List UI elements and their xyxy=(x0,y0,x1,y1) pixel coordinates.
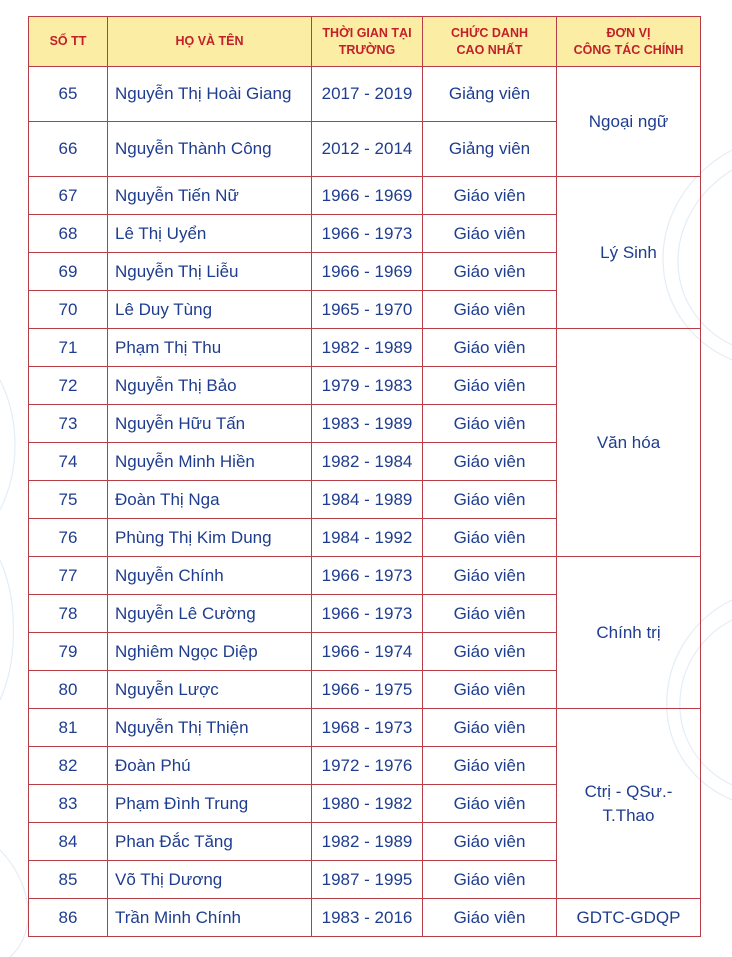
header-time xyxy=(312,17,423,67)
cell-time: 1982 - 1989 xyxy=(312,329,423,367)
cell-name: Nguyễn Tiến Nữ xyxy=(108,177,312,215)
header-title xyxy=(423,17,557,67)
header-name xyxy=(108,17,312,67)
cell-name: Nguyễn Thị Hoài Giang xyxy=(108,67,312,122)
cell-stt: 77 xyxy=(29,557,108,595)
cell-unit: Chính trị xyxy=(557,557,701,709)
cell-stt: 75 xyxy=(29,481,108,519)
header-title-line1: CHỨC DANH xyxy=(450,25,529,40)
cell-time: 1983 - 1989 xyxy=(312,405,423,443)
cell-stt: 76 xyxy=(29,519,108,557)
table-row xyxy=(29,899,701,937)
staff-table xyxy=(28,16,701,937)
cell-stt: 65 xyxy=(29,67,108,122)
header-title-line2: CAO NHẤT xyxy=(456,42,523,57)
cell-stt: 78 xyxy=(29,595,108,633)
cell-title: Giáo viên xyxy=(423,785,557,823)
cell-name: Nguyễn Thành Công xyxy=(108,122,312,177)
cell-time: 1984 - 1992 xyxy=(312,519,423,557)
cell-title: Giáo viên xyxy=(423,823,557,861)
cell-name: Phan Đắc Tăng xyxy=(108,823,312,861)
cell-time: 1968 - 1973 xyxy=(312,709,423,747)
table-header-row xyxy=(29,17,701,67)
cell-stt: 81 xyxy=(29,709,108,747)
header-unit xyxy=(557,17,701,67)
cell-stt: 74 xyxy=(29,443,108,481)
cell-unit: GDTC-GDQP xyxy=(557,899,701,937)
cell-title: Giảng viên xyxy=(423,67,557,122)
cell-name: Võ Thị Dương xyxy=(108,861,312,899)
cell-time: 2012 - 2014 xyxy=(312,122,423,177)
cell-time: 1982 - 1984 xyxy=(312,443,423,481)
cell-name: Lê Duy Tùng xyxy=(108,291,312,329)
header-unit-line2: CÔNG TÁC CHÍNH xyxy=(573,42,684,57)
cell-title: Giáo viên xyxy=(423,329,557,367)
cell-title: Giáo viên xyxy=(423,671,557,709)
cell-time: 1965 - 1970 xyxy=(312,291,423,329)
cell-name: Đoàn Phú xyxy=(108,747,312,785)
cell-stt: 85 xyxy=(29,861,108,899)
cell-stt: 67 xyxy=(29,177,108,215)
header-unit-line1: ĐƠN VỊ xyxy=(606,25,651,40)
cell-time: 1966 - 1973 xyxy=(312,557,423,595)
cell-name: Nguyễn Thị Thiện xyxy=(108,709,312,747)
cell-title: Giáo viên xyxy=(423,519,557,557)
table-row xyxy=(29,557,701,595)
header-time-line2: TRƯỜNG xyxy=(338,42,396,57)
cell-title: Giáo viên xyxy=(423,405,557,443)
cell-name: Nghiêm Ngọc Diệp xyxy=(108,633,312,671)
cell-title: Giáo viên xyxy=(423,557,557,595)
header-stt-label: SỐ TT xyxy=(49,34,87,48)
cell-title: Giáo viên xyxy=(423,443,557,481)
table-row xyxy=(29,329,701,367)
cell-stt: 86 xyxy=(29,899,108,937)
unit-line1: Ctrị - QSư.- xyxy=(584,781,673,801)
cell-time: 1983 - 2016 xyxy=(312,899,423,937)
cell-title: Giáo viên xyxy=(423,367,557,405)
cell-unit: Lý Sinh xyxy=(557,177,701,329)
cell-unit: Ngoại ngữ xyxy=(557,67,701,177)
header-stt xyxy=(29,17,108,67)
cell-stt: 73 xyxy=(29,405,108,443)
cell-name: Phạm Đình Trung xyxy=(108,785,312,823)
cell-time: 1966 - 1969 xyxy=(312,177,423,215)
cell-name: Nguyễn Lược xyxy=(108,671,312,709)
cell-time: 2017 - 2019 xyxy=(312,67,423,122)
cell-time: 1980 - 1982 xyxy=(312,785,423,823)
cell-time: 1966 - 1973 xyxy=(312,215,423,253)
cell-time: 1966 - 1973 xyxy=(312,595,423,633)
cell-time: 1972 - 1976 xyxy=(312,747,423,785)
cell-title: Giáo viên xyxy=(423,747,557,785)
cell-name: Nguyễn Thị Bảo xyxy=(108,367,312,405)
cell-time: 1982 - 1989 xyxy=(312,823,423,861)
cell-name: Nguyễn Minh Hiền xyxy=(108,443,312,481)
table-row xyxy=(29,67,701,122)
cell-time: 1979 - 1983 xyxy=(312,367,423,405)
cell-time: 1966 - 1969 xyxy=(312,253,423,291)
cell-name: Nguyễn Hữu Tấn xyxy=(108,405,312,443)
cell-name: Phạm Thị Thu xyxy=(108,329,312,367)
cell-time: 1984 - 1989 xyxy=(312,481,423,519)
cell-stt: 68 xyxy=(29,215,108,253)
cell-name: Nguyễn Chính xyxy=(108,557,312,595)
cell-name: Lê Thị Uyển xyxy=(108,215,312,253)
cell-stt: 83 xyxy=(29,785,108,823)
cell-unit xyxy=(557,709,701,899)
cell-title: Giáo viên xyxy=(423,253,557,291)
cell-stt: 66 xyxy=(29,122,108,177)
cell-name: Nguyễn Thị Liễu xyxy=(108,253,312,291)
cell-title: Giáo viên xyxy=(423,633,557,671)
cell-name: Nguyễn Lê Cường xyxy=(108,595,312,633)
cell-stt: 82 xyxy=(29,747,108,785)
cell-stt: 80 xyxy=(29,671,108,709)
cell-title: Giáo viên xyxy=(423,215,557,253)
cell-stt: 79 xyxy=(29,633,108,671)
cell-time: 1987 - 1995 xyxy=(312,861,423,899)
cell-title: Giáo viên xyxy=(423,177,557,215)
cell-unit: Văn hóa xyxy=(557,329,701,557)
cell-name: Đoàn Thị Nga xyxy=(108,481,312,519)
cell-title: Giảng viên xyxy=(423,122,557,177)
cell-time: 1966 - 1974 xyxy=(312,633,423,671)
cell-title: Giáo viên xyxy=(423,709,557,747)
cell-time: 1966 - 1975 xyxy=(312,671,423,709)
cell-title: Giáo viên xyxy=(423,899,557,937)
cell-stt: 72 xyxy=(29,367,108,405)
cell-name: Trần Minh Chính xyxy=(108,899,312,937)
cell-name: Phùng Thị Kim Dung xyxy=(108,519,312,557)
header-name-label: HỌ VÀ TÊN xyxy=(175,34,244,48)
unit-line2: T.Thao xyxy=(602,805,655,825)
cell-title: Giáo viên xyxy=(423,595,557,633)
table-row xyxy=(29,709,701,747)
cell-stt: 69 xyxy=(29,253,108,291)
header-time-line1: THỜI GIAN TẠI xyxy=(322,25,412,40)
cell-title: Giáo viên xyxy=(423,861,557,899)
cell-title: Giáo viên xyxy=(423,291,557,329)
cell-stt: 70 xyxy=(29,291,108,329)
cell-title: Giáo viên xyxy=(423,481,557,519)
cell-stt: 84 xyxy=(29,823,108,861)
table-row xyxy=(29,177,701,215)
cell-stt: 71 xyxy=(29,329,108,367)
